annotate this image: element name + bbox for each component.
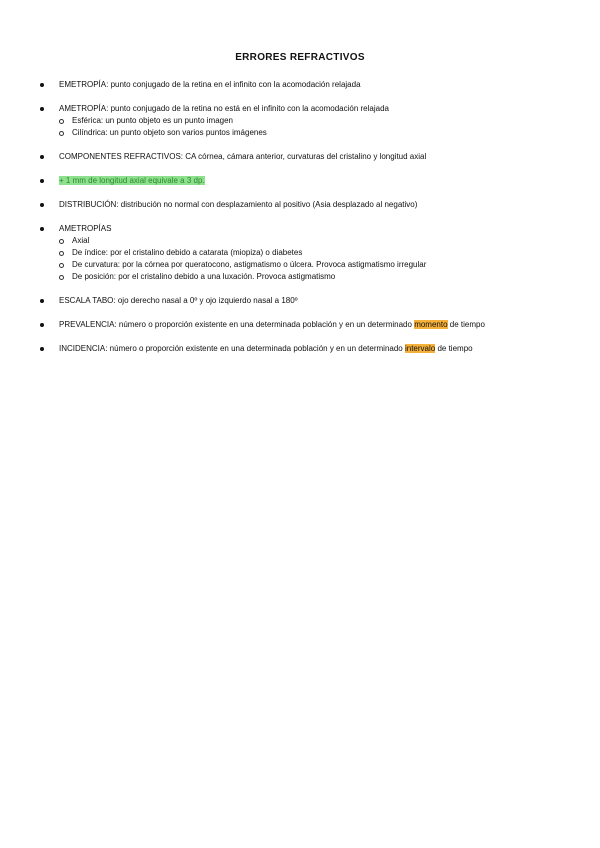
circle-bullet-icon <box>59 275 64 280</box>
circle-bullet-icon <box>59 119 64 124</box>
document-content <box>38 79 538 367</box>
circle-bullet-icon <box>59 131 64 136</box>
highlighted-word: intervalo <box>404 344 436 353</box>
list-item-emetropia <box>38 79 538 91</box>
circle-bullet-icon <box>59 251 64 256</box>
sub-item: Esférica: un punto objeto es un punto imagen <box>59 115 538 127</box>
bullet-icon <box>40 299 44 303</box>
item-text: ESCALA TABO: ojo derecho nasal a 0º y ojo izquierdo nasal a 180º <box>59 296 298 305</box>
item-text: AMETROPÍAS <box>59 224 112 233</box>
item-text: INCIDENCIA: número o proporción existente en una determinada población y en un determinado <box>59 344 405 353</box>
bullet-icon <box>40 203 44 207</box>
list-item-incidencia <box>38 343 538 355</box>
bullet-icon <box>40 347 44 351</box>
bullet-icon <box>40 155 44 159</box>
list-item-longitud-axial <box>38 175 538 187</box>
bullet-icon <box>40 227 44 231</box>
list-item-ametropias <box>38 223 538 283</box>
item-text-end: de tiempo <box>435 344 473 353</box>
sub-item: De curvatura: por la córnea por queratocono, astigmatismo o úlcera. Provoca astigmatismo irregular <box>59 259 538 271</box>
circle-bullet-icon <box>59 263 64 268</box>
bullet-icon <box>40 107 44 111</box>
document-title: ERRORES REFRACTIVOS <box>235 52 365 63</box>
sub-item: De posición: por el cristalino debido a una luxación. Provoca astigmatismo <box>59 271 538 283</box>
item-text: PREVALENCIA: número o proporción existente en una determinada población y en un determinado <box>59 320 415 329</box>
item-text: DISTRIBUCIÓN: distribución no normal con desplazamiento al positivo (Asia desplazado al negativo) <box>59 200 418 209</box>
list-item-escala-tabo <box>38 295 538 307</box>
item-text: EMETROPÍA: punto conjugado de la retina en el infinito con la acomodación relajada <box>59 80 361 89</box>
item-text: COMPONENTES REFRACTIVOS: CA córnea, cámara anterior, curvaturas del cristalino y longitud axial <box>59 152 427 161</box>
highlighted-word: momento <box>414 320 448 329</box>
sub-list <box>59 235 538 283</box>
bullet-icon <box>40 179 44 183</box>
bullet-icon <box>40 83 44 87</box>
bullet-icon <box>40 323 44 327</box>
list-item-prevalencia <box>38 319 529 331</box>
sub-list <box>59 115 538 139</box>
item-text: AMETROPÍA: punto conjugado de la retina no está en el infinito con la acomodación relajada <box>59 104 389 113</box>
item-text-end: de tiempo <box>447 320 485 329</box>
highlighted-text: + 1 mm de longitud axial equivale a 3 dp. <box>59 176 205 185</box>
list-item-distribucion <box>38 199 538 211</box>
sub-item: Axial <box>59 235 538 247</box>
sub-item: Cilíndrica: un punto objeto son varios puntos imágenes <box>59 127 538 139</box>
sub-item: De índice: por el cristalino debido a catarata (miopiza) o diabetes <box>59 247 538 259</box>
circle-bullet-icon <box>59 239 64 244</box>
list-item-ametropia <box>38 103 538 139</box>
list-item-componentes <box>38 151 538 163</box>
